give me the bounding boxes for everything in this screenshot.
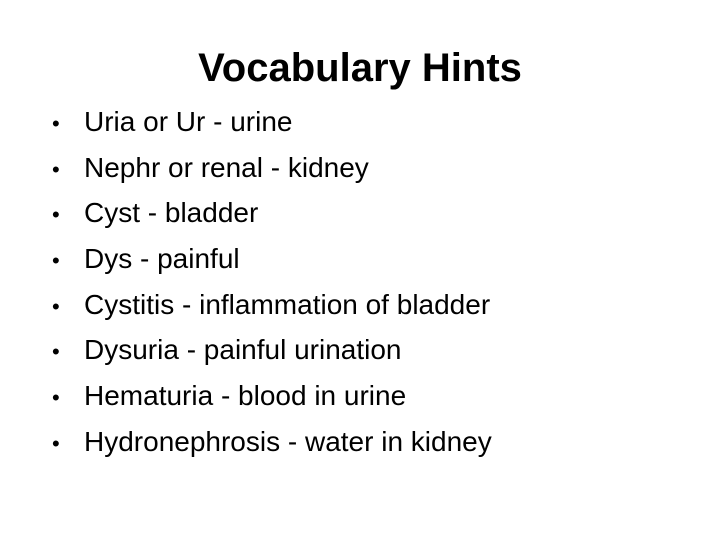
list-item-text: Dysuria - painful urination (84, 334, 402, 366)
bullet-icon: • (52, 156, 60, 182)
bullet-icon: • (52, 293, 60, 319)
list-item-text: Cyst - bladder (84, 197, 259, 229)
bullet-icon: • (52, 111, 60, 136)
list-item-text: Dys - painful (84, 243, 240, 275)
list-item-text: Hematuria - blood in urine (84, 380, 407, 412)
bullet-icon: • (52, 430, 60, 456)
bullet-icon: • (52, 339, 60, 365)
list-item (52, 373, 712, 419)
bullet-icon: • (52, 248, 60, 274)
list-item-text: Nephr or renal - kidney (84, 151, 369, 183)
bullet-icon: • (52, 385, 60, 411)
list-item (52, 99, 712, 145)
list-item-text: Uria or Ur - urine (84, 106, 293, 137)
list-item-text: Cystitis - inflammation of bladder (84, 288, 491, 320)
list-item (52, 190, 712, 236)
list-item (52, 327, 712, 373)
list-item-text: Hydronephrosis - water in kidney (84, 425, 492, 457)
bullet-icon: • (52, 202, 60, 228)
slide-title: Vocabulary Hints (198, 46, 522, 90)
vocabulary-list (52, 99, 712, 465)
list-item (52, 145, 712, 191)
list-item (52, 282, 712, 328)
list-item (52, 419, 712, 465)
list-item (52, 236, 712, 282)
